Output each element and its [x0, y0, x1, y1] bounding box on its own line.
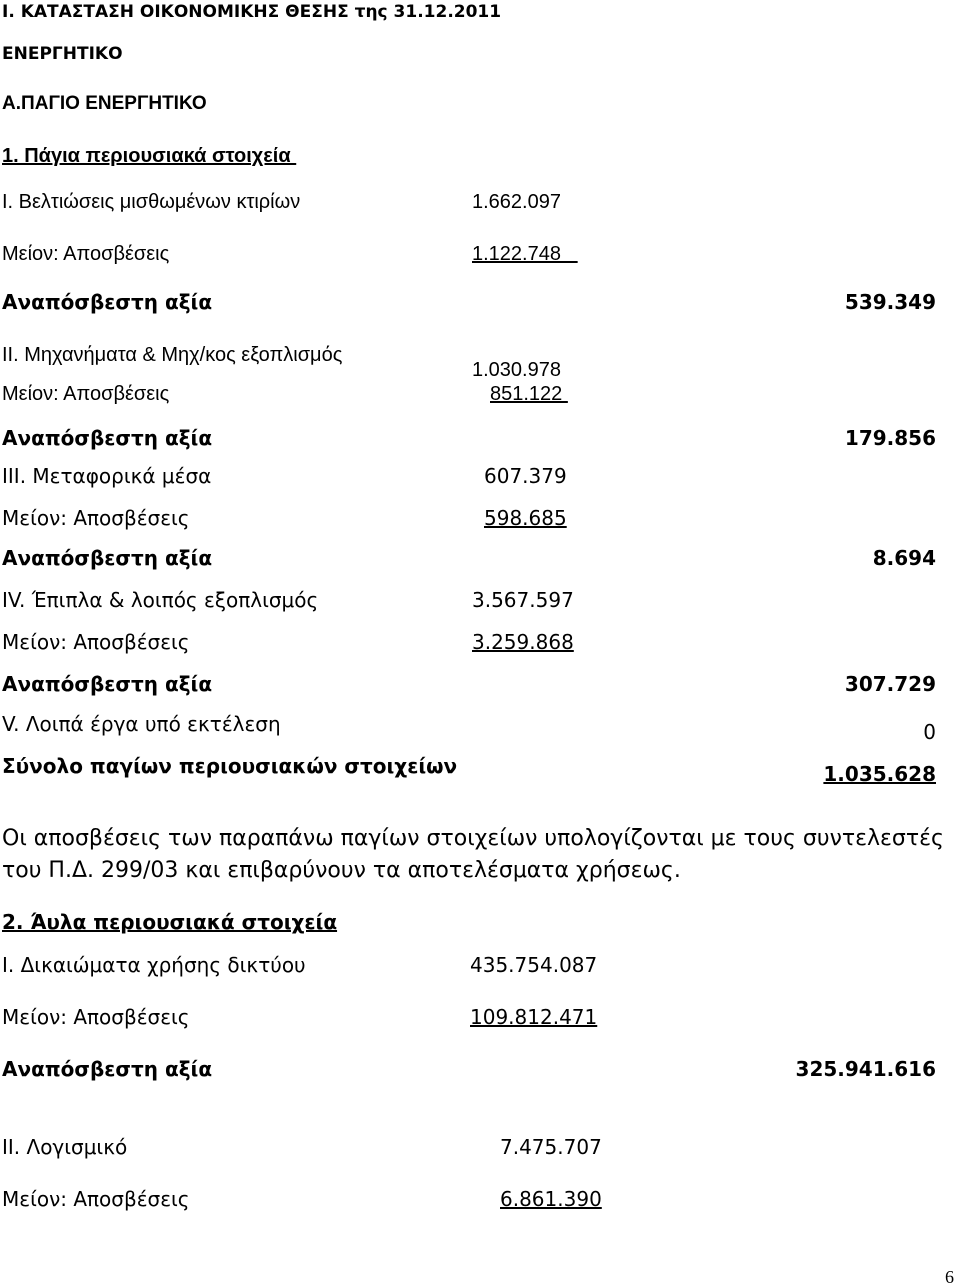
- intangible-software-label: ΙΙ. Λογισμικό: [2, 1135, 128, 1159]
- item-leasehold-improvements-label: Ι. Βελτιώσεις μισθωμένων κτιρίων: [2, 191, 301, 213]
- item-machinery-label: ΙΙ. Μηχανήματα & Μηχ/κος εξοπλισμός: [2, 344, 343, 366]
- item-furniture-net: 307.729: [844, 672, 936, 696]
- item-vehicles-label: ΙΙΙ. Μεταφορικά μέσα: [2, 464, 212, 488]
- intangible-network-rights-label: Ι. Δικαιώματα χρήσης δικτύου: [2, 953, 306, 977]
- depreciation-note-line-2: του Π.Δ. 299/03 και επιβαρύνουν τα αποτελέσματα χρήσεως.: [2, 858, 681, 883]
- assets-heading: ΕΝΕΡΓΗΤΙΚΟ: [2, 44, 123, 64]
- fixed-assets-heading: Α.ΠΑΓΙΟ ΕΝΕΡΓΗΤΙΚΟ: [2, 93, 207, 114]
- item-machinery-dep: 851.122: [490, 383, 568, 405]
- item-furniture-dep-label: Μείον: Αποσβέσεις: [2, 630, 190, 654]
- item-vehicles-net: 8.694: [872, 546, 936, 570]
- item-machinery-net-label: Αναπόσβεστη αξία: [2, 426, 213, 450]
- item-vehicles-net-label: Αναπόσβεστη αξία: [2, 546, 213, 570]
- intangible-software-dep-label: Μείον: Αποσβέσεις: [2, 1187, 190, 1211]
- item-furniture-net-label: Αναπόσβεστη αξία: [2, 672, 213, 696]
- intangible-network-rights-net: 325.941.616: [795, 1057, 936, 1081]
- item-furniture-gross: 3.567.597: [472, 588, 574, 612]
- item-leasehold-improvements-net-label: Αναπόσβεστη αξία: [2, 290, 213, 314]
- intangible-network-rights-dep: 109.812.471: [470, 1005, 598, 1029]
- item-leasehold-improvements-net: 539.349: [844, 290, 936, 314]
- item-furniture-label: IV. Έπιπλα & λοιπός εξοπλισμός: [2, 588, 319, 612]
- item-vehicles-gross: 607.379: [484, 464, 567, 488]
- depreciation-note-line-1: Οι αποσβέσεις των παραπάνω παγίων στοιχείων υπολογίζονται με τους συντελεστές: [2, 826, 944, 851]
- tangible-assets-heading: 1. Πάγια περιουσιακά στοιχεία: [2, 145, 297, 167]
- item-leasehold-improvements-dep-label: Μείον: Αποσβέσεις: [2, 243, 170, 265]
- item-construction-in-progress-label: V. Λοιπά έργα υπό εκτέλεση: [2, 712, 281, 736]
- item-furniture-dep: 3.259.868: [472, 630, 574, 654]
- item-vehicles-dep-label: Μείον: Αποσβέσεις: [2, 506, 190, 530]
- total-fixed-assets-value: 1.035.628: [823, 762, 936, 786]
- intangible-software-dep: 6.861.390: [500, 1187, 602, 1211]
- item-leasehold-improvements-gross: 1.662.097: [472, 191, 561, 213]
- item-leasehold-improvements-dep: 1.122.748: [472, 243, 578, 265]
- page-number: 6: [945, 1267, 954, 1287]
- intangible-network-rights-dep-label: Μείον: Αποσβέσεις: [2, 1005, 190, 1029]
- intangible-network-rights-net-label: Αναπόσβεστη αξία: [2, 1057, 213, 1081]
- item-machinery-dep-label: Μείον: Αποσβέσεις: [2, 383, 170, 405]
- total-fixed-assets-label: Σύνολο παγίων περιουσιακών στοιχείων: [2, 754, 458, 778]
- item-vehicles-dep: 598.685: [484, 506, 567, 530]
- intangible-assets-heading: 2. Άυλα περιουσιακά στοιχεία: [2, 910, 338, 934]
- document-title: I. ΚΑΤΑΣΤΑΣΗ ΟΙΚΟΝΟΜΙΚΗΣ ΘΕΣΗΣ της 31.12.2011: [2, 2, 502, 22]
- intangible-network-rights-gross: 435.754.087: [470, 953, 598, 977]
- item-construction-in-progress-net: 0: [923, 720, 936, 744]
- item-machinery-net: 179.856: [844, 426, 936, 450]
- intangible-software-gross: 7.475.707: [500, 1135, 602, 1159]
- item-machinery-gross: 1.030.978: [472, 359, 561, 381]
